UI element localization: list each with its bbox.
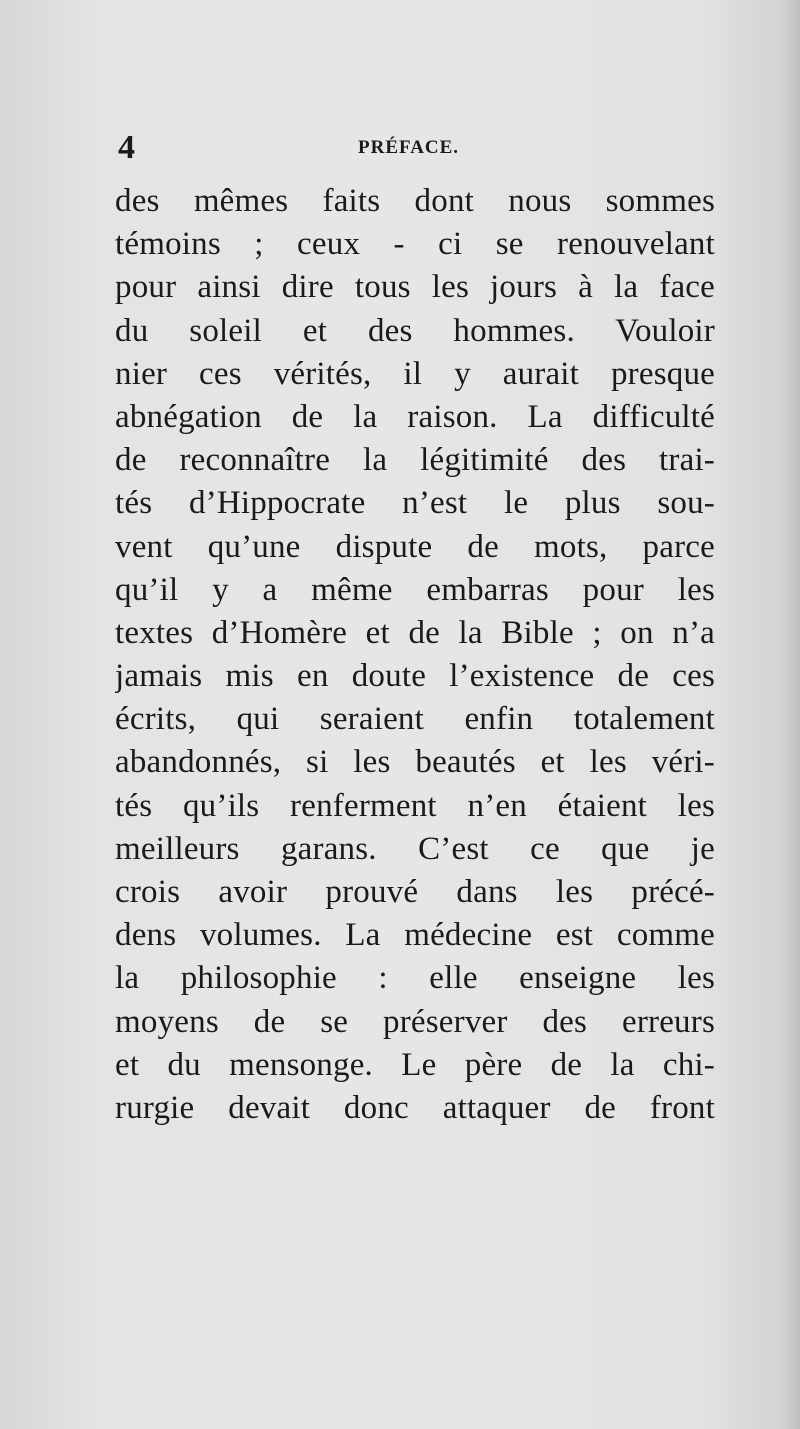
text-line: témoins ; ceux - ci se renouvelant — [115, 226, 715, 263]
text-line: rurgie devait donc attaquer de front — [115, 1089, 715, 1126]
text-line: dens volumes. La médecine est comme — [115, 917, 715, 954]
text-line: et du mensonge. Le père de la chi- — [115, 1046, 715, 1083]
text-line: textes d’Homère et de la Bible ; on n’a — [115, 614, 715, 651]
body-text — [115, 180, 715, 1130]
text-line: pour ainsi dire tous les jours à la face — [115, 269, 715, 306]
text-line: tés qu’ils renferment n’en étaient les — [115, 787, 715, 824]
text-line: abandonnés, si les beautés et les véri- — [115, 744, 715, 781]
text-line: la philosophie : elle enseigne les — [115, 960, 715, 997]
text-line: crois avoir prouvé dans les précé- — [115, 874, 715, 910]
page-number: 4 — [118, 129, 135, 166]
text-line: vent qu’une dispute de mots, parce — [115, 528, 715, 565]
page-header — [118, 128, 708, 168]
text-line: du soleil et des hommes. Vouloir — [115, 312, 715, 349]
page-edge-shadow — [782, 0, 800, 1429]
text-line: jamais mis en doute l’existence de ces — [115, 658, 715, 695]
running-head: PRÉFACE. — [358, 137, 460, 158]
text-line: des mêmes faits dont nous sommes — [115, 183, 715, 219]
text-line: moyens de se préserver des erreurs — [115, 1003, 715, 1040]
text-line: de reconnaître la légitimité des trai- — [115, 442, 715, 479]
text-line: nier ces vérités, il y aurait presque — [115, 355, 715, 392]
text-line: qu’il y a même embarras pour les — [115, 571, 715, 608]
text-line: abnégation de la raison. La difficulté — [115, 398, 715, 435]
text-line: écrits, qui seraient enfin totalement — [115, 701, 715, 738]
text-line: tés d’Hippocrate n’est le plus sou- — [115, 485, 715, 522]
text-line: meilleurs garans. C’est ce que je — [115, 830, 715, 867]
